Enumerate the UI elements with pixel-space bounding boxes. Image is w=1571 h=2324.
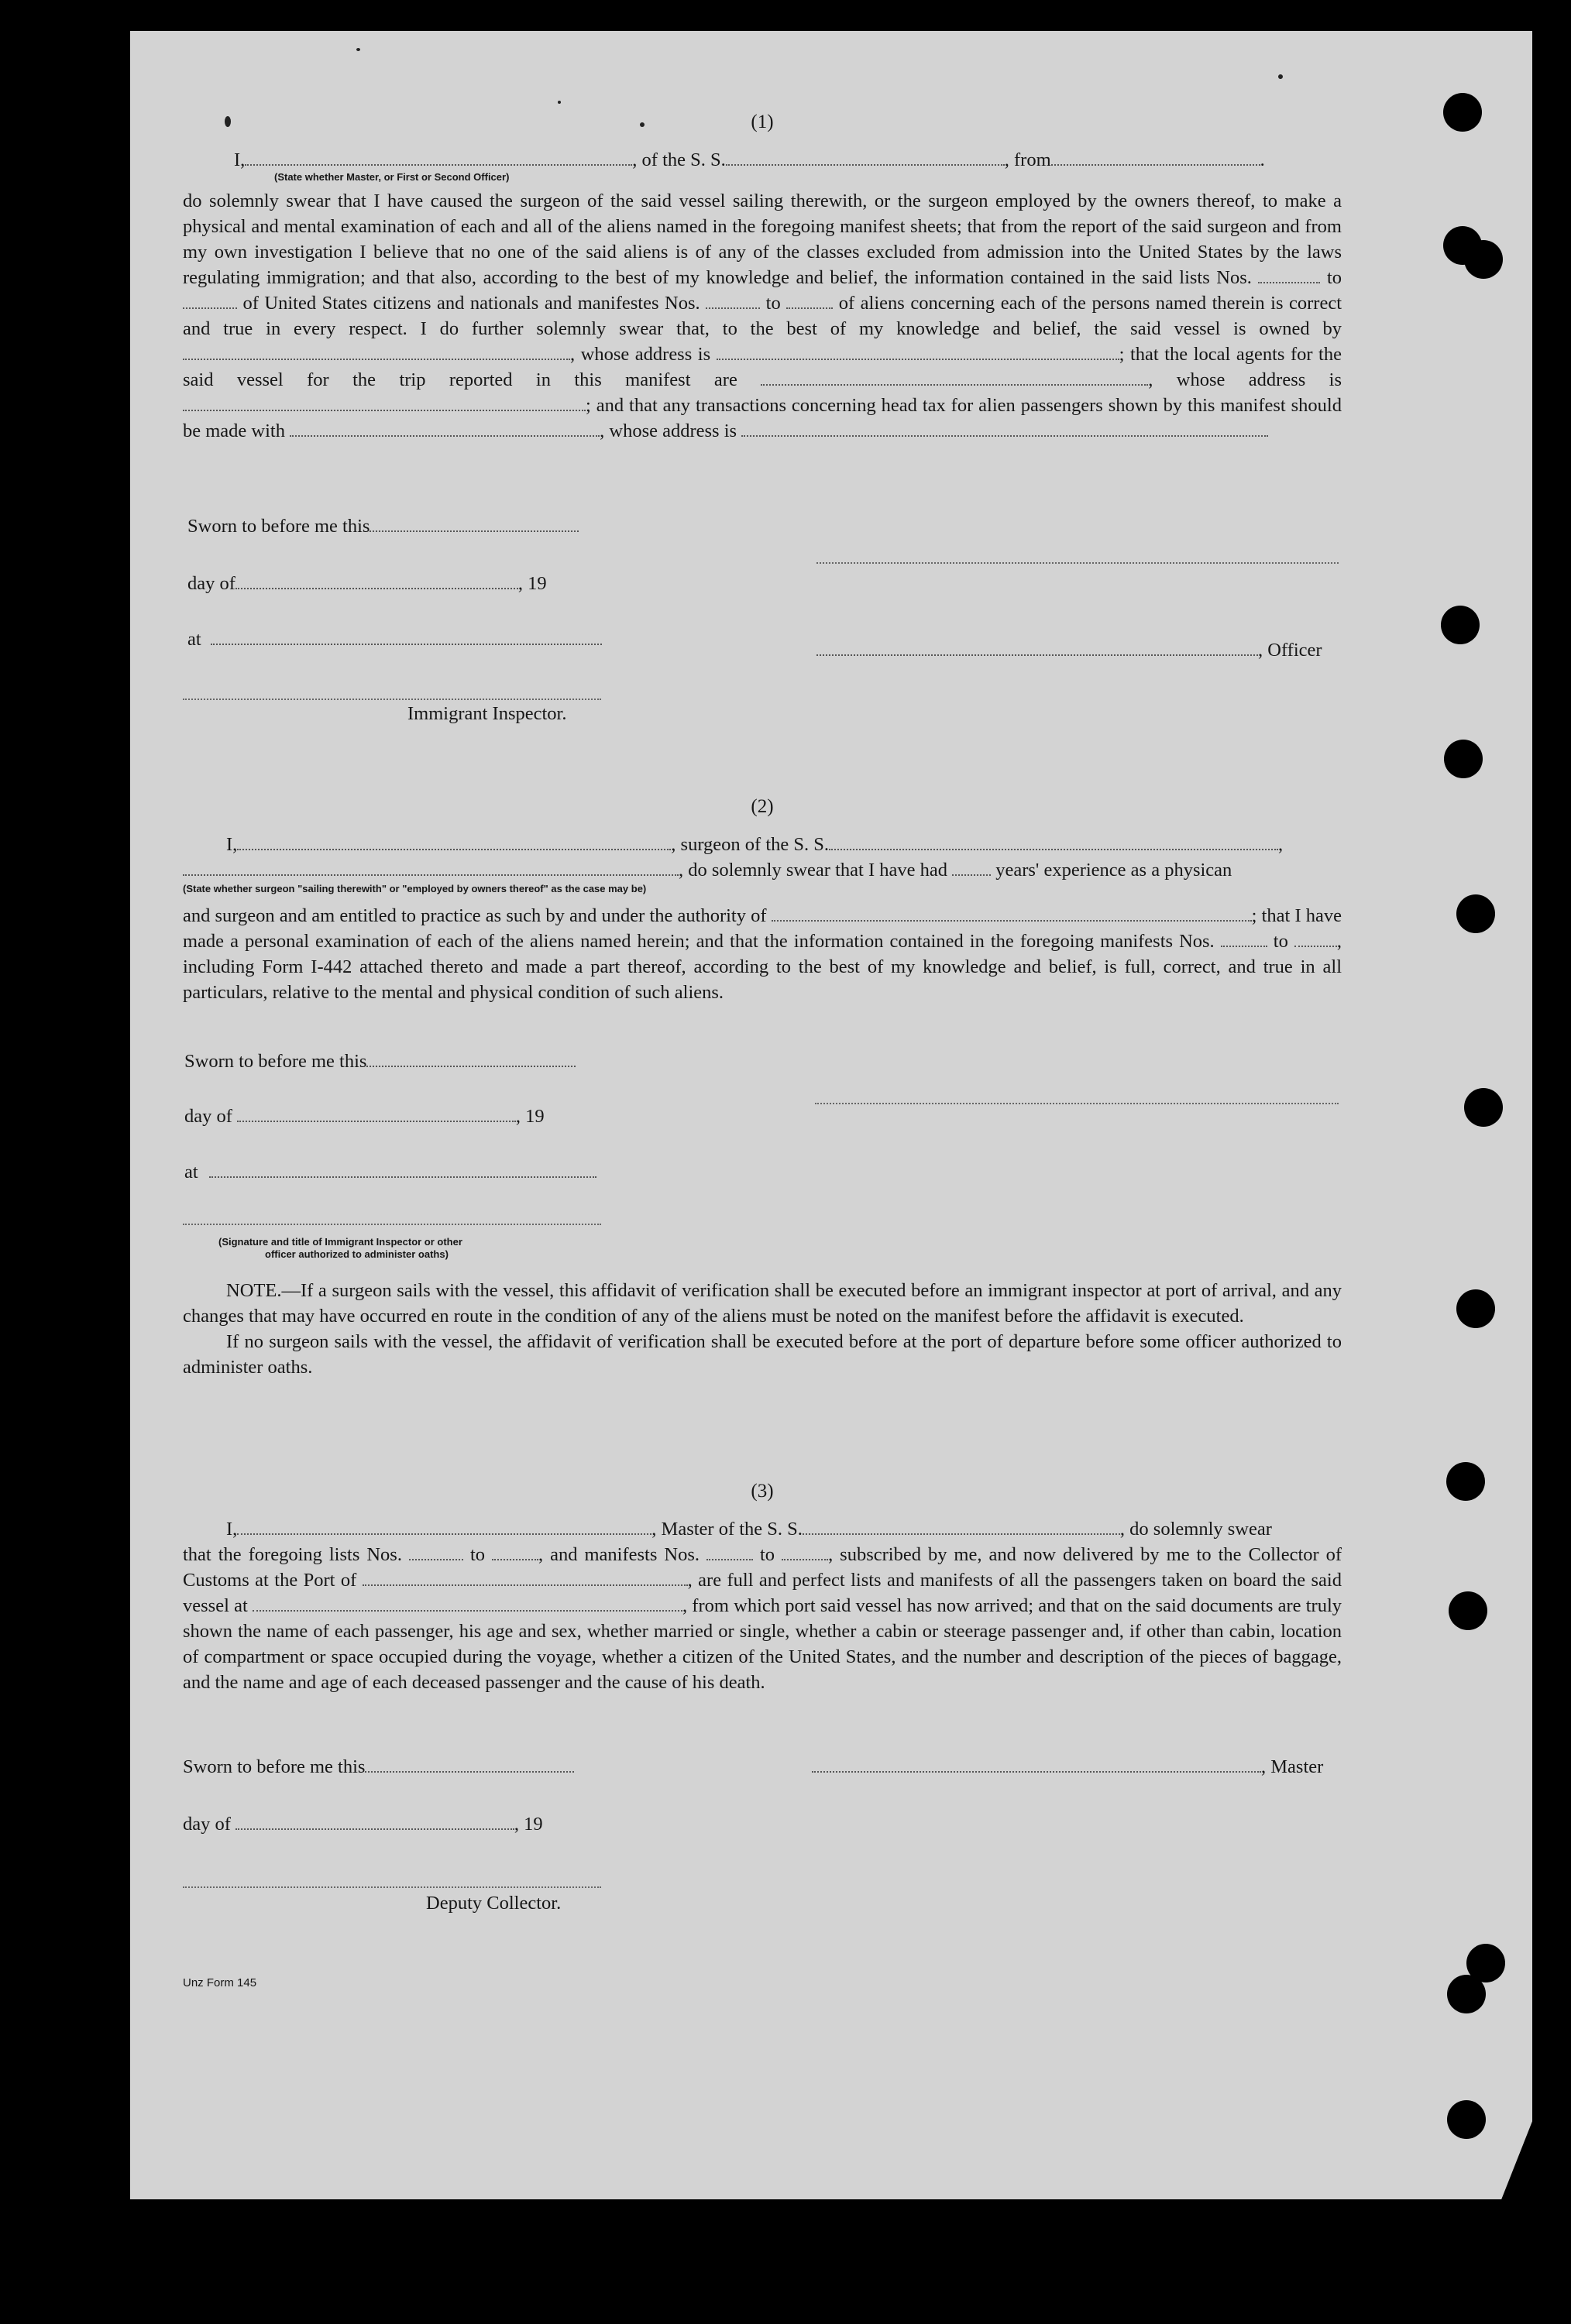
sworn-line: Sworn to before me this bbox=[187, 516, 579, 537]
punch-hole bbox=[1464, 1088, 1503, 1127]
agents-field[interactable] bbox=[761, 370, 1148, 386]
at-place-field[interactable] bbox=[211, 630, 602, 645]
years-experience-field[interactable] bbox=[952, 860, 991, 876]
day-field[interactable] bbox=[235, 574, 518, 589]
officer-field[interactable] bbox=[816, 640, 1258, 656]
form-number: Unz Form 145 bbox=[183, 1976, 257, 1989]
speck bbox=[558, 101, 561, 104]
section-3 bbox=[183, 1481, 1342, 1695]
section-1-line-1: I, , of the S. S. , from . bbox=[234, 149, 1265, 170]
sworn-line: Sworn to before me this bbox=[183, 1756, 574, 1778]
punch-hole bbox=[1441, 606, 1480, 644]
officer-signature-line[interactable] bbox=[816, 562, 1339, 564]
section-1 bbox=[183, 112, 1342, 444]
from-port-field[interactable] bbox=[1051, 150, 1260, 166]
officer-rank-field[interactable] bbox=[245, 150, 632, 166]
lists-from-field[interactable] bbox=[1258, 268, 1320, 283]
section-2-line-1: I, , surgeon of the S. S. , bbox=[226, 834, 1284, 855]
surgeon-status-field[interactable] bbox=[183, 860, 679, 876]
inspector-signature-line[interactable] bbox=[183, 1224, 601, 1225]
manifests-to-field[interactable] bbox=[1294, 932, 1337, 947]
manifests-from-field[interactable] bbox=[706, 1545, 753, 1560]
deputy-title: Deputy Collector. bbox=[426, 1893, 562, 1914]
day-line: day of , 19 bbox=[187, 573, 547, 594]
inspector-title: Immigrant Inspector. bbox=[407, 703, 567, 724]
punch-hole bbox=[1447, 2100, 1486, 2139]
signature-caption: (Signature and title of Immigrant Inspector or other officer authorized to administer oaths) bbox=[218, 1236, 462, 1260]
deputy-signature-line[interactable] bbox=[183, 1886, 601, 1888]
section-3-body: that the foregoing lists Nos. to , and manifests Nos. to , subscribed by me, and now delivered by me to the Collector of Customs at the Port of , are full and perfect lists and manifests of all the passengers taken on board the said vessel at , from which port said vessel has now arrived; and that on the said documents are truly shown the name of each passenger, his age and sex, whether married or single, whether a cabin or steerage passenger and, if other than cabin, location of compartment or space occupied during the voyage, whether a citizen of the United States, and the number and description of the pieces of baggage, and the name and age of each deceased passenger and the cause of his death. bbox=[183, 1544, 1342, 1693]
master-signature-field[interactable] bbox=[812, 1757, 1261, 1773]
section-2 bbox=[183, 796, 1342, 1005]
manifests-from-field[interactable] bbox=[706, 294, 760, 309]
punch-hole bbox=[1456, 894, 1495, 933]
punch-hole bbox=[1443, 93, 1482, 132]
embarkation-port-field[interactable] bbox=[253, 1596, 682, 1612]
section-1-body: do solemnly swear that I have caused the surgeon of the said vessel sailing therewith, or the surgeon employed by the owners thereof, to make a physical and mental examination of each and all of the aliens named in the foregoing manifest sheets; that from the report of the said surgeon and from my own investigation I believe that no one of the said aliens is of any of the classes excluded from admission into the United States by the laws regulating immigration; and that also, according to the best of my knowledge and belief, the information contained in the said lists Nos. to of United States citizens and nationals and manifestes Nos. to of aliens concerning each of the persons named therein is correct and true in every respect. I do further solemnly swear that, to the best of my knowledge and belief, the said vessel is owned by , whose address is ; that the local agents for the said vessel for the trip reported in this manifest are , whose address is ; and that any transactions concerning head tax for alien passengers shown by this manifest should be made with , whose address is bbox=[183, 191, 1342, 441]
section-2-body: and surgeon and am entitled to practice as such by and under the authority of ; that I have made a personal examination of each of the aliens named herein; and that the information contained in the foregoing manifests Nos. to , including Form I-442 attached thereto and made a part thereof, according to the best of my knowledge and belief, is full, correct, and true in all particulars, relative to the mental and physical condition of such aliens. bbox=[183, 905, 1342, 1003]
lists-to-field[interactable] bbox=[183, 294, 237, 309]
inspector-signature-line[interactable] bbox=[183, 699, 601, 700]
sworn-date-field[interactable] bbox=[365, 1757, 574, 1773]
at-line: at bbox=[187, 629, 602, 651]
day-line: day of , 19 bbox=[183, 1814, 543, 1835]
head-tax-party-field[interactable] bbox=[290, 421, 600, 437]
day-line: day of , 19 bbox=[184, 1106, 545, 1127]
speck bbox=[1278, 74, 1283, 79]
section-number: (3) bbox=[751, 1481, 774, 1502]
authority-field[interactable] bbox=[772, 906, 1252, 922]
surgeon-name-field[interactable] bbox=[237, 835, 671, 850]
agents-address-field[interactable] bbox=[183, 396, 586, 411]
day-field[interactable] bbox=[235, 1814, 514, 1830]
section-2-line-2: , do solemnly swear that I have had years' experience as a physican bbox=[183, 857, 1342, 883]
owner-address-field[interactable] bbox=[717, 345, 1119, 360]
sworn-date-field[interactable] bbox=[370, 517, 579, 532]
officer-line: , Officer bbox=[816, 640, 1322, 661]
section-number: (2) bbox=[751, 796, 774, 817]
punch-hole bbox=[1456, 1289, 1495, 1328]
note-block bbox=[183, 1278, 1342, 1380]
lists-from-field[interactable] bbox=[409, 1545, 463, 1560]
punch-hole bbox=[1446, 1462, 1485, 1501]
punch-hole bbox=[1447, 1975, 1486, 2013]
punch-hole bbox=[1449, 1591, 1487, 1630]
at-place-field[interactable] bbox=[209, 1162, 596, 1178]
master-name-field[interactable] bbox=[237, 1519, 651, 1535]
sworn-date-field[interactable] bbox=[366, 1052, 576, 1067]
surgeon-signature-line[interactable] bbox=[815, 1103, 1339, 1104]
manifests-from-field[interactable] bbox=[1221, 932, 1267, 947]
note-paragraph-1: NOTE.—If a surgeon sails with the vessel, this affidavit of verification shall be executed before an immigrant inspector at port of arrival, and any changes that may have occurred en route in the condition of any of the aliens must be noted on the manifest before the affidavit is executed. bbox=[183, 1280, 1342, 1327]
head-tax-address-field[interactable] bbox=[741, 421, 1268, 437]
vessel-name-field[interactable] bbox=[803, 1519, 1120, 1535]
field-caption: (State whether surgeon "sailing therewith" or "employed by owners thereof" as the case may be) bbox=[183, 883, 647, 894]
master-line: , Master bbox=[812, 1756, 1323, 1778]
surgeon-vessel-field[interactable] bbox=[829, 835, 1278, 850]
day-field[interactable] bbox=[237, 1107, 516, 1122]
section-3-line-1: I, , Master of the S. S. , do solemnly swear bbox=[226, 1519, 1272, 1540]
manifests-to-field[interactable] bbox=[782, 1545, 828, 1560]
note-paragraph-2: If no surgeon sails with the vessel, the affidavit of verification shall be executed before at the port of departure before some officer authorized to administer oaths. bbox=[183, 1331, 1342, 1378]
vessel-name-field[interactable] bbox=[726, 150, 1005, 166]
owner-field[interactable] bbox=[183, 345, 570, 360]
manifests-to-field[interactable] bbox=[786, 294, 833, 309]
field-caption: (State whether Master, or First or Second Officer) bbox=[274, 171, 510, 183]
section-number: (1) bbox=[751, 112, 774, 132]
speck bbox=[356, 48, 360, 51]
at-line: at bbox=[184, 1162, 596, 1183]
punch-hole bbox=[1464, 240, 1503, 279]
lists-to-field[interactable] bbox=[492, 1545, 538, 1560]
punch-hole bbox=[1444, 740, 1483, 778]
sworn-line: Sworn to before me this bbox=[184, 1051, 576, 1073]
customs-port-field[interactable] bbox=[363, 1571, 688, 1586]
